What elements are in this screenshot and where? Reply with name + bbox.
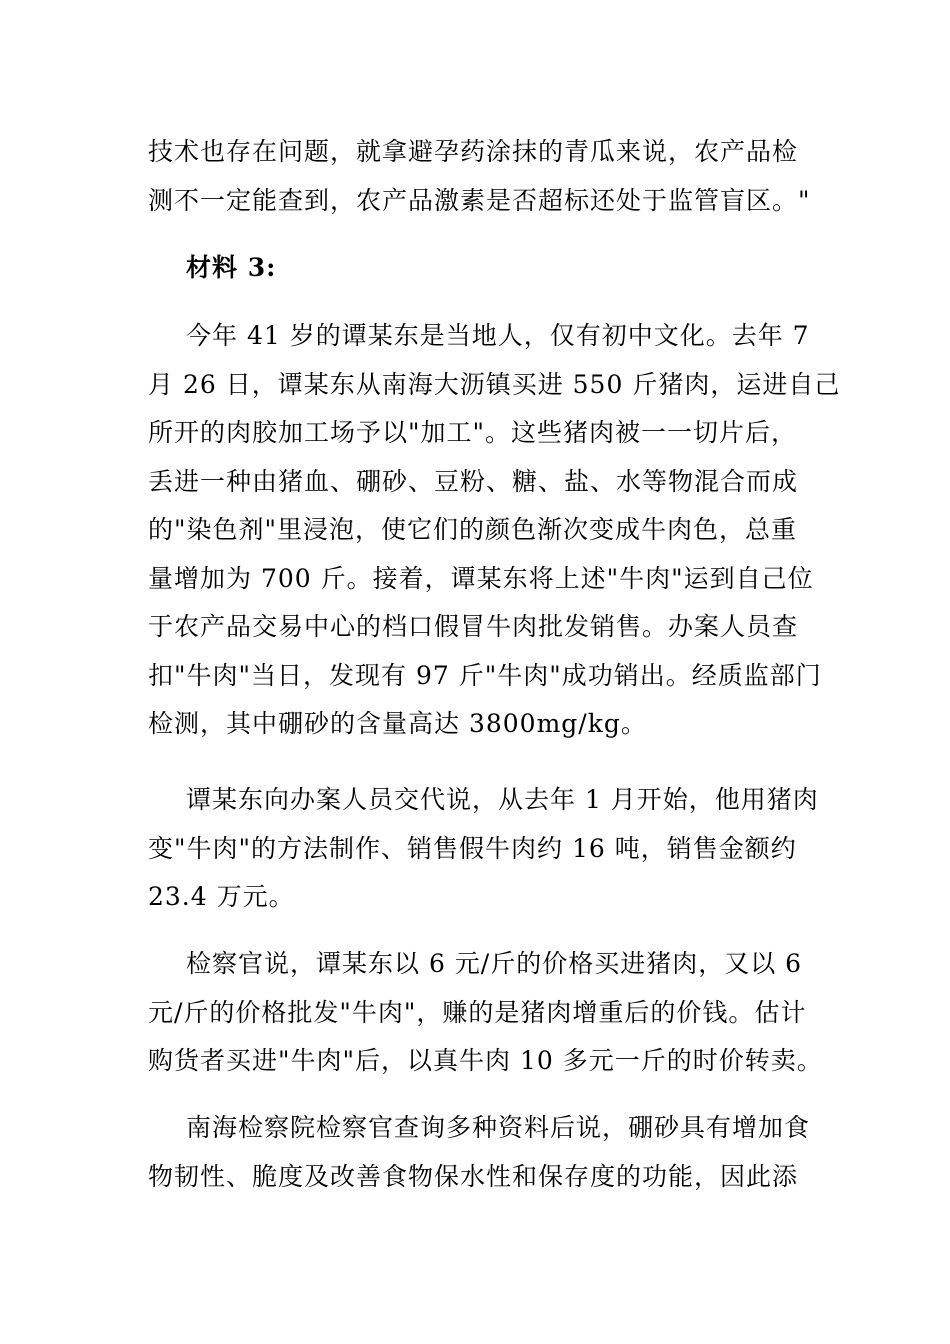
text-line: 谭某东向办案人员交代说，从去年 1 月开始，他用猪肉 [186,785,819,814]
text-line: 23.4 万元。 [148,882,295,911]
text-line: 变"牛肉"的方法制作、销售假牛肉约 16 吨，销售金额约 [148,833,797,863]
heading-text: 材料 3: [186,253,277,282]
text-line: 元/斤的价格批发"牛肉"，赚的是猪肉增重后的价钱。估计 [148,997,807,1027]
section-heading [148,244,808,293]
text-line: 量增加为 700 斤。接着，谭某东将上述"牛肉"运到自己位 [148,563,814,593]
text-line: 今年 41 岁的谭某东是当地人，仅有初中文化。去年 7 [186,321,810,350]
text-line: 南海检察院检察官查询多种资料后说，硼砂具有增加食 [186,1113,811,1142]
paragraph-continued [148,128,811,225]
paragraph-borax [148,1104,811,1201]
text-line: 技术也存在问题，就拿避孕药涂抹的青瓜来说，农产品检 [148,137,799,166]
text-line: 所开的肉胶加工场予以"加工"。这些猪肉被一一切片后， [148,418,798,447]
text-line: 于农产品交易中心的档口假冒牛肉批发销售。办案人员查 [148,612,799,641]
paragraph-prosecutor [148,940,823,1086]
text-line: 扣"牛肉"当日，发现有 97 斤"牛肉"成功销出。经质监部门 [148,660,822,690]
text-line: 检测，其中硼砂的含量高达 3800mg/kg。 [148,709,647,738]
paragraph-confession [148,776,819,922]
text-line: 丢进一种由猪血、硼砂、豆粉、糖、盐、水等物混合而成 [148,466,799,496]
text-line: 的"染色剂"里浸泡，使它们的颜色渐次变成牛肉色，总重 [148,515,798,544]
text-line: 测不一定能查到，农产品激素是否超标还处于监管盲区。" [148,185,811,215]
text-line: 购货者买进"牛肉"后，以真牛肉 10 多元一斤的时价转卖。 [148,1046,823,1075]
paragraph-material-3-intro [148,312,841,749]
text-line: 物韧性、脆度及改善食物保水性和保存度的功能，因此添 [148,1161,799,1191]
text-line: 检察官说，谭某东以 6 元/斤的价格买进猪肉，又以 6 [186,949,803,978]
text-line: 月 26 日，谭某东从南海大沥镇买进 550 斤猪肉，运进自己 [148,369,841,399]
